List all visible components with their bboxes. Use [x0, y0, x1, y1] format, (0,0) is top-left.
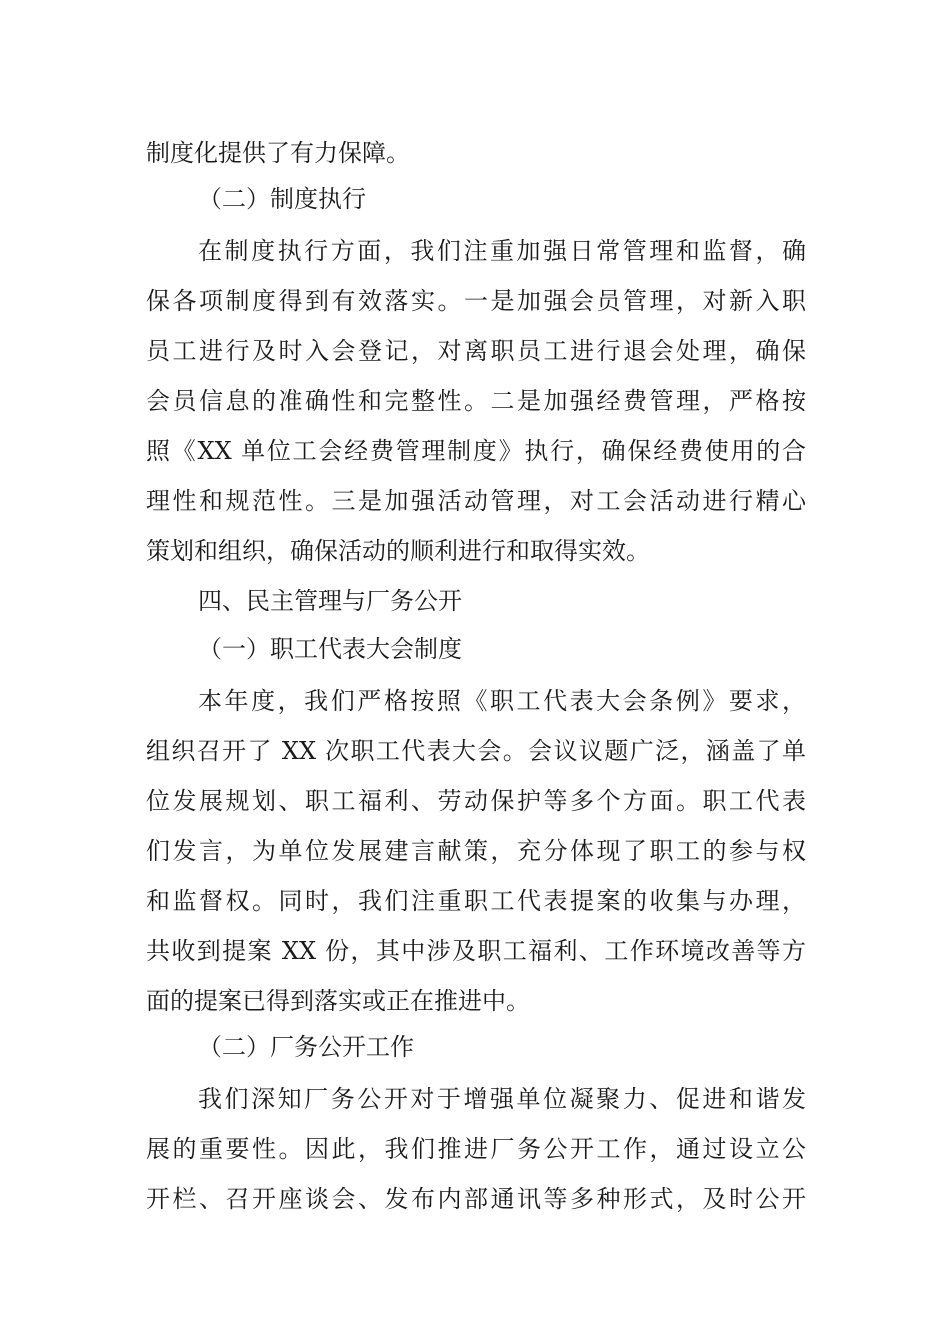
text-line: 组织召开了 XX 次职工代表大会。会议议题广泛，涵盖了单: [146, 737, 806, 765]
text-line: 员工进行及时入会登记，对离职员工进行退会处理，确保: [146, 337, 806, 365]
text-line: 照《XX 单位工会经费管理制度》执行，确保经费使用的合: [146, 437, 806, 465]
text-line: 面的提案已得到落实或正在推进中。: [146, 987, 530, 1015]
section-heading: （一）职工代表大会制度: [198, 635, 462, 663]
text-line: 制度化提供了有力保障。: [146, 139, 410, 167]
paragraph-first-line: 我们深知厂务公开对于增强单位凝聚力、促进和谐发: [198, 1085, 806, 1113]
chapter-heading: 四、民主管理与厂务公开: [198, 587, 462, 615]
text-line: 们发言，为单位发展建言献策，充分体现了职工的参与权: [146, 837, 806, 865]
section-heading: （二）厂务公开工作: [198, 1033, 414, 1061]
text-line: 位发展规划、职工福利、劳动保护等多个方面。职工代表: [146, 787, 806, 815]
section-heading: （二）制度执行: [198, 185, 366, 213]
text-line: 展的重要性。因此，我们推进厂务公开工作，通过设立公: [146, 1135, 806, 1163]
text-line: 会员信息的准确性和完整性。二是加强经费管理，严格按: [146, 387, 806, 415]
paragraph-first-line: 本年度，我们严格按照《职工代表大会条例》要求，: [198, 687, 806, 715]
text-line: 保各项制度得到有效落实。一是加强会员管理，对新入职: [146, 287, 806, 315]
text-line: 共收到提案 XX 份，其中涉及职工福利、工作环境改善等方: [146, 937, 806, 965]
paragraph-first-line: 在制度执行方面，我们注重加强日常管理和监督，确: [198, 237, 806, 265]
text-line: 开栏、召开座谈会、发布内部通讯等多种形式，及时公开: [146, 1185, 806, 1213]
text-line: 策划和组织，确保活动的顺利进行和取得实效。: [146, 537, 650, 565]
text-line: 和监督权。同时，我们注重职工代表提案的收集与办理，: [146, 887, 806, 915]
text-line: 理性和规范性。三是加强活动管理，对工会活动进行精心: [146, 487, 806, 515]
